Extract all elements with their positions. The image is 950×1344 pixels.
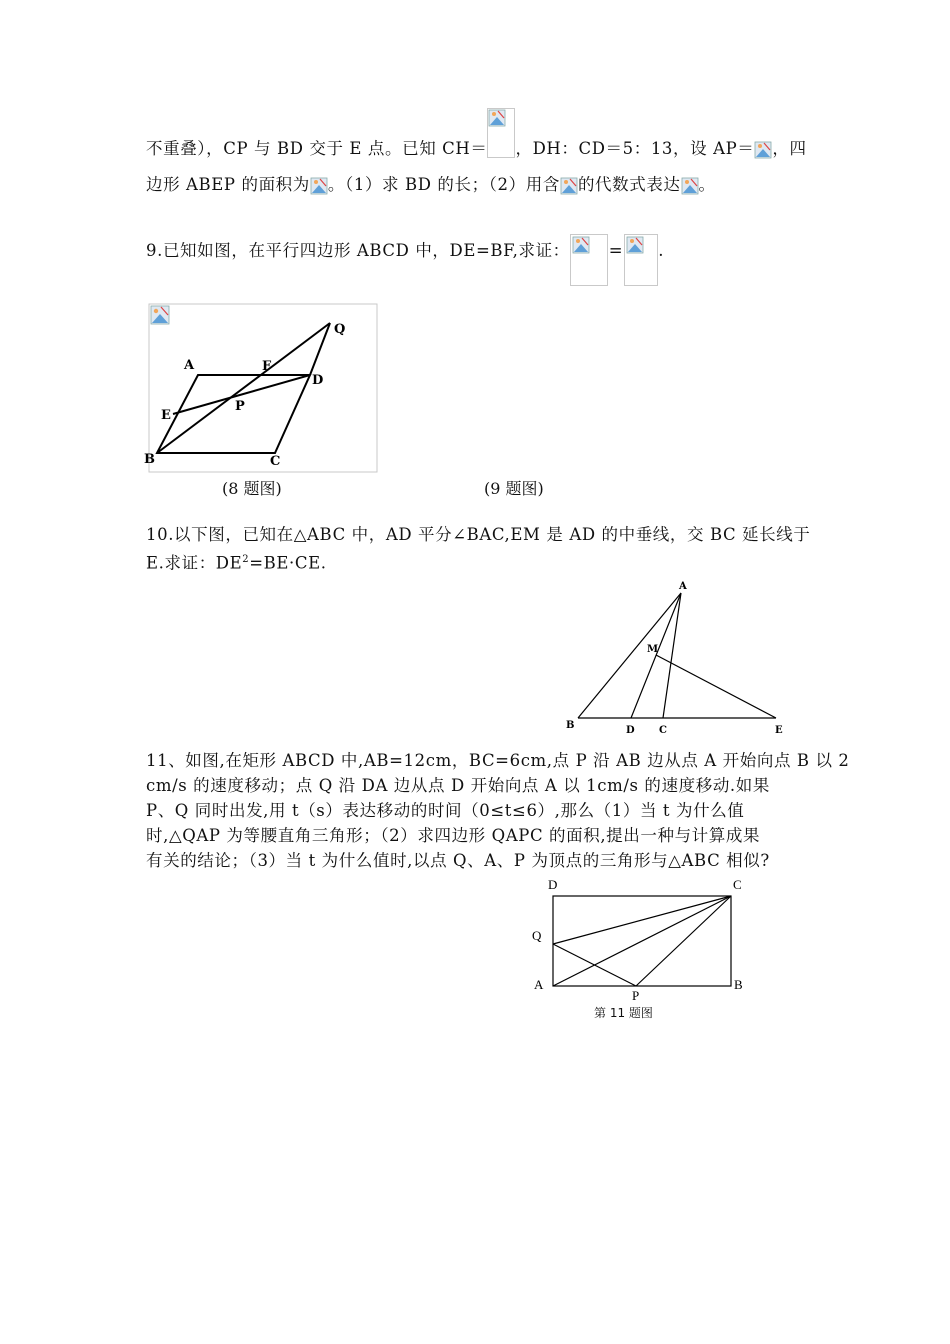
problem8-text-d: 边形 ABEP 的面积为 xyxy=(146,175,310,194)
figure-11-line-AC xyxy=(553,896,731,986)
problem8-line2 xyxy=(146,174,716,196)
figure-11-line-QC xyxy=(553,896,731,944)
figure-10-label-B: B xyxy=(566,720,575,731)
problem9-line xyxy=(146,240,664,286)
broken-image-icon xyxy=(560,177,578,195)
figure-8-label-Q: Q xyxy=(334,322,346,337)
problem8-text-f: 的代数式表达 xyxy=(577,175,681,194)
figure-8-label-C: C xyxy=(270,454,281,469)
figure-8-label-A: A xyxy=(184,358,195,373)
broken-image-icon xyxy=(151,306,169,324)
figure-8-label-F: F xyxy=(262,359,272,374)
problem8-text-g: 。 xyxy=(698,175,716,194)
problem11-line2: cm/s 的速度移动；点 Q 沿 DA 边从点 D 开始向点 A 以 1cm/s 的速度移动.如果 xyxy=(146,776,770,795)
broken-image-icon xyxy=(570,234,608,286)
broken-image-icon xyxy=(487,108,515,158)
figure-11-label-B: B xyxy=(734,977,743,992)
figure-11-label-Q: Q xyxy=(532,928,542,943)
problem10-line1: 10.以下图，已知在△ABC 中，AD 平分∠BAC,EM 是 AD 的中垂线，交 BC 延长线于 xyxy=(146,525,811,544)
problem11-line5: 有关的结论；（3）当 t 为什么值时,以点 Q、A、P 为顶点的三角形与△ABC 相似? xyxy=(146,851,770,870)
problem8-line1 xyxy=(146,138,807,160)
problem8-text-e: 。（1）求 BD 的长；（2）用含 xyxy=(327,175,560,194)
figure-8-label-D: D xyxy=(312,373,324,388)
problem10-superscript: 2 xyxy=(242,554,250,565)
problem11-line1: 11、如图,在矩形 ABCD 中,AB=12cm，BC=6cm,点 P 沿 AB 边从点 A 开始向点 B 以 2 xyxy=(146,751,850,770)
figure-11-label-P: P xyxy=(632,988,640,1003)
broken-image-icon xyxy=(310,177,328,195)
broken-image-icon xyxy=(624,234,658,286)
problem8-text-b: ，DH：CD＝5：13，设 AP＝ xyxy=(515,139,755,158)
figure-8-caption: (8 题图) xyxy=(222,479,282,498)
problem8-text-c: ，四 xyxy=(772,139,807,158)
problem10-line2 xyxy=(146,549,327,575)
figure-8-parallelogram xyxy=(157,375,310,453)
problem9-text: 9.已知如图，在平行四边形 ABCD 中，DE=BF,求证： xyxy=(146,241,570,260)
figure-10-label-A: A xyxy=(679,581,687,592)
figure-10-label-C: C xyxy=(659,725,667,736)
figure-10-line-ME xyxy=(656,655,776,718)
problem10-text-a: E.求证：DE xyxy=(146,553,243,573)
figure-11-label-A: A xyxy=(534,977,544,992)
figure-11-label-C: C xyxy=(733,877,742,892)
figure-10-label-D: D xyxy=(626,725,635,736)
broken-image-icon xyxy=(754,141,772,159)
figure-9-caption: (9 题图) xyxy=(484,479,544,498)
figure-8-label-P: P xyxy=(235,399,245,414)
figure-11-label-D: D xyxy=(548,877,558,892)
figure-8-label-E: E xyxy=(161,408,171,423)
figure-11 xyxy=(528,876,754,1003)
figure-8 xyxy=(146,302,380,474)
figure-10 xyxy=(560,578,792,740)
problem10-text-b: =BE·CE. xyxy=(249,553,327,573)
problem11-line3: P、Q 同时出发,用 t（s）表达移动的时间（0≤t≤6）,那么（1）当 t 为什么值 xyxy=(146,801,745,820)
figure-11-caption: 第 11 题图 xyxy=(594,1006,653,1020)
figure-8-label-B: B xyxy=(144,452,155,467)
problem9-eq: = xyxy=(608,241,624,260)
problem8-text-a: 不重叠），CP 与 BD 交于 E 点。已知 CH＝ xyxy=(146,139,488,158)
problem11-line4: 时,△QAP 为等腰直角三角形；（2）求四边形 QAPC 的面积,提出一种与计算成果 xyxy=(146,826,761,845)
problem9-end: . xyxy=(658,241,665,260)
figure-10-label-E: E xyxy=(775,725,783,736)
figure-10-label-M: M xyxy=(647,644,659,655)
figure-11-line-PC xyxy=(636,896,731,986)
broken-image-icon xyxy=(681,177,699,195)
